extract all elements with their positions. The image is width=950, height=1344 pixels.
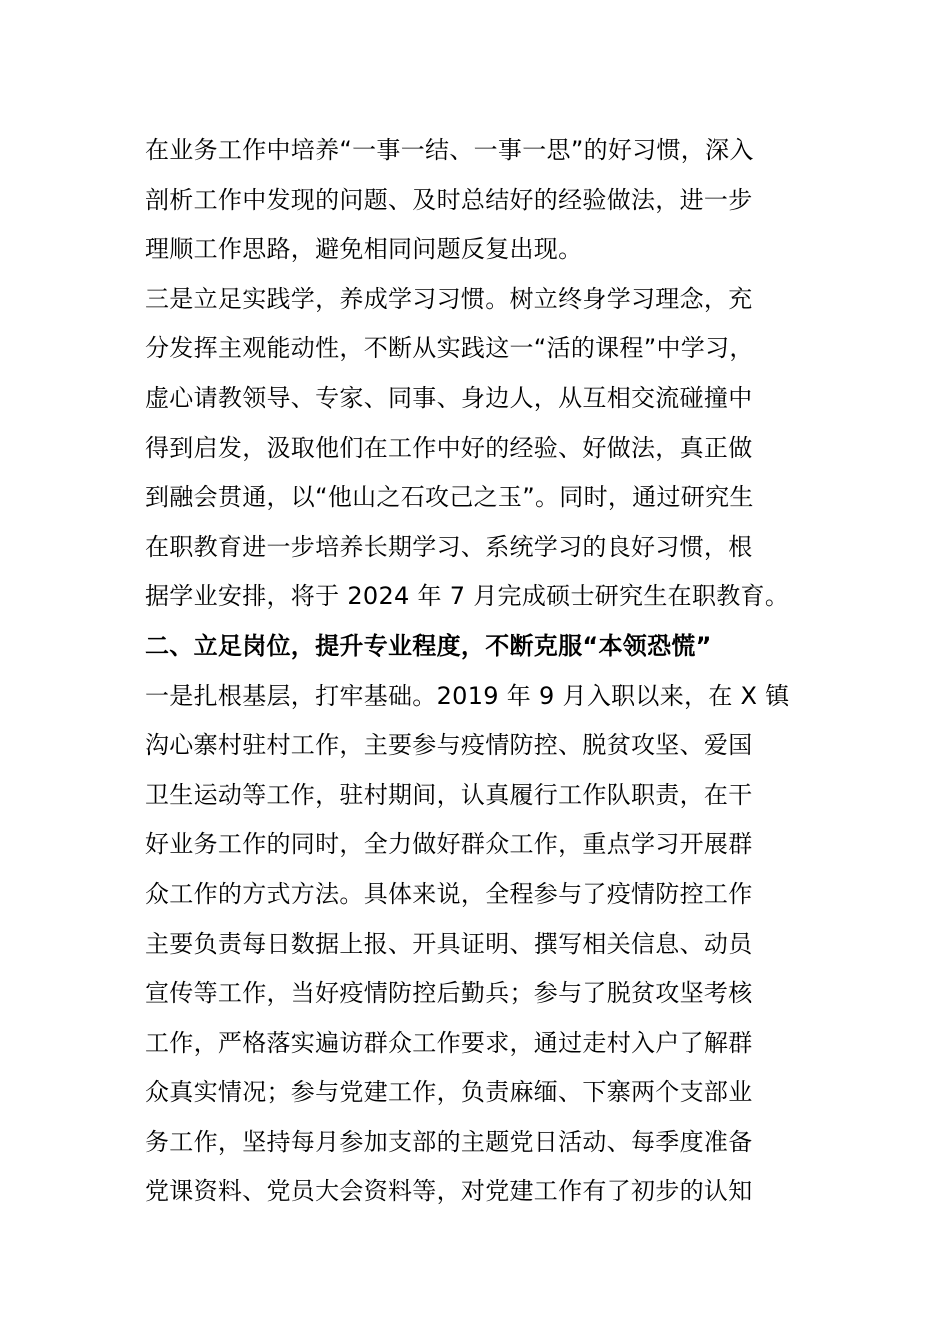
- text-line: 三是立足实践学，养成学习习惯。树立终身学习理念，充: [145, 284, 753, 313]
- text-line: 沟心寨村驻村工作，主要参与疫情防控、脱贫攻坚、爱国: [145, 731, 753, 760]
- text-line: 卫生运动等工作，驻村期间，认真履行工作队职责，在干: [145, 780, 753, 809]
- text-line: 得到启发，汲取他们在工作中好的经验、好做法，真正做: [145, 433, 753, 462]
- section-heading: 二、立足岗位，提升专业程度，不断克服“本领恐慌”: [145, 631, 712, 660]
- text-line: 在业务工作中培养“一事一结、一事一思”的好习惯，深入: [145, 136, 754, 164]
- text-line: 工作，严格落实遍访群众工作要求，通过走村入户了解群: [145, 1028, 753, 1057]
- text-line: 众工作的方式方法。具体来说，全程参与了疫情防控工作: [145, 879, 753, 908]
- text-line: 虚心请教领导、专家、同事、身边人，从互相交流碰撞中: [145, 383, 753, 412]
- text-line: 务工作，坚持每月参加支部的主题党日活动、每季度准备: [145, 1127, 753, 1156]
- document-body: [145, 126, 815, 1217]
- text-line: 理顺工作思路，避免相同问题反复出现。: [145, 235, 583, 264]
- text-line: 宣传等工作，当好疫情防控后勤兵；参与了脱贫攻坚考核: [145, 979, 753, 1008]
- text-line: 一是扎根基层，打牢基础。2019 年 9 月入职以来，在 X 镇: [145, 681, 790, 710]
- text-line: 在职教育进一步培养长期学习、系统学习的良好习惯，根: [145, 532, 753, 561]
- text-line: 主要负责每日数据上报、开具证明、撰写相关信息、动员: [145, 929, 753, 958]
- text-line: 剖析工作中发现的问题、及时总结好的经验做法，进一步: [145, 185, 753, 214]
- text-line: 党课资料、党员大会资料等，对党建工作有了初步的认知: [145, 1177, 753, 1206]
- text-line: 好业务工作的同时，全力做好群众工作，重点学习开展群: [145, 830, 753, 859]
- text-line: 到融会贯通，以“他山之石攻己之玉”。同时，通过研究生: [145, 483, 754, 512]
- text-line: 分发挥主观能动性，不断从实践这一“活的课程”中学习，: [145, 334, 754, 363]
- text-line: 众真实情况；参与党建工作，负责麻缅、下寨两个支部业: [145, 1078, 753, 1107]
- text-line: 据学业安排，将于 2024 年 7 月完成硕士研究生在职教育。: [145, 582, 790, 611]
